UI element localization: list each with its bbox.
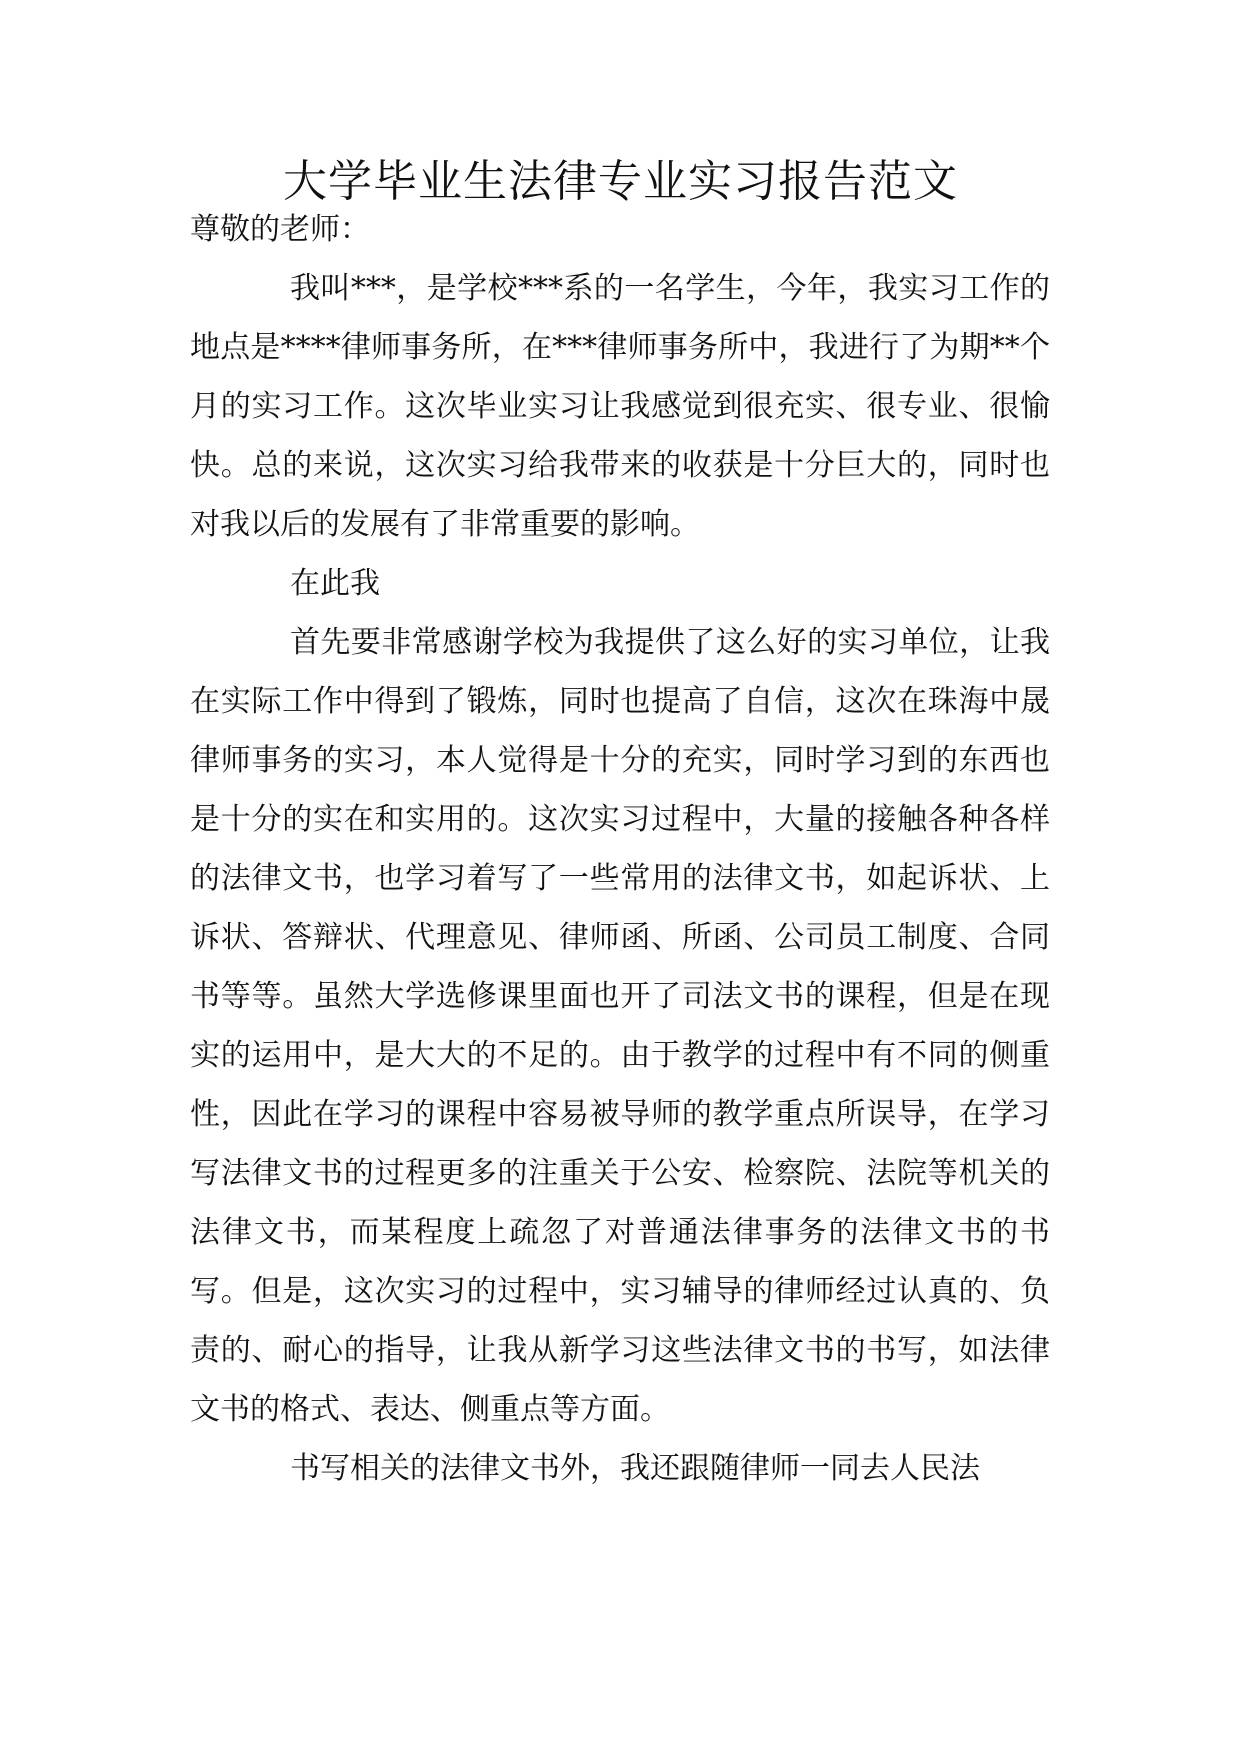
paragraph-thanks-lead: 在此我 [290, 566, 380, 601]
paragraph-internship-details: 首先要非常感谢学校为我提供了这么好的实习单位，让我在实际工作中得到了锻炼，同时也提高了自信，这次在珠海中晟律师事务的实习，本人觉得是十分的充实，同时学习到的东西也是十分的实在和实用的。这次实习过程中，大量的接触各种各样的法律文书，也学习着写了一些常用的法律文书，如起诉状、上诉状、答辩状、代理意见、律师函、所函、公司员工制度、合同书等等。虽然大学选修课里面也开了司法文书的课程，但是在现实的运用中，是大大的不足的。由于教学的过程中有不同的侧重性，因此在学习的课程中容易被导师的教学重点所误导，在学习写法律文书的过程更多的注重关于公安、检察院、法院等机关的法律文书，而某程度上疏忽了对普通法律事务的法律文书的书写。但是，这次实习的过程中，实习辅导的律师经过认真的、负责的、耐心的指导，让我从新学习这些法律文书的书写，如法律文书的格式、表达、侧重点等方面。 [190, 625, 1050, 1427]
salutation: 尊敬的老师： [190, 212, 370, 247]
document-title: 大学毕业生法律专业实习报告范文 [283, 156, 958, 207]
paragraph-court-visits: 书写相关的法律文书外，我还跟随律师一同去人民法 [290, 1451, 980, 1486]
document-body [190, 200, 1050, 1498]
paragraph-intro: 我叫***，是学校***系的一名学生，今年，我实习工作的地点是****律师事务所，在***律师事务所中，我进行了为期**个月的实习工作。这次毕业实习让我感觉到很充实、很专业、很愉快。总的来说，这次实习给我带来的收获是十分巨大的，同时也对我以后的发展有了非常重要的影响。 [190, 271, 1050, 542]
